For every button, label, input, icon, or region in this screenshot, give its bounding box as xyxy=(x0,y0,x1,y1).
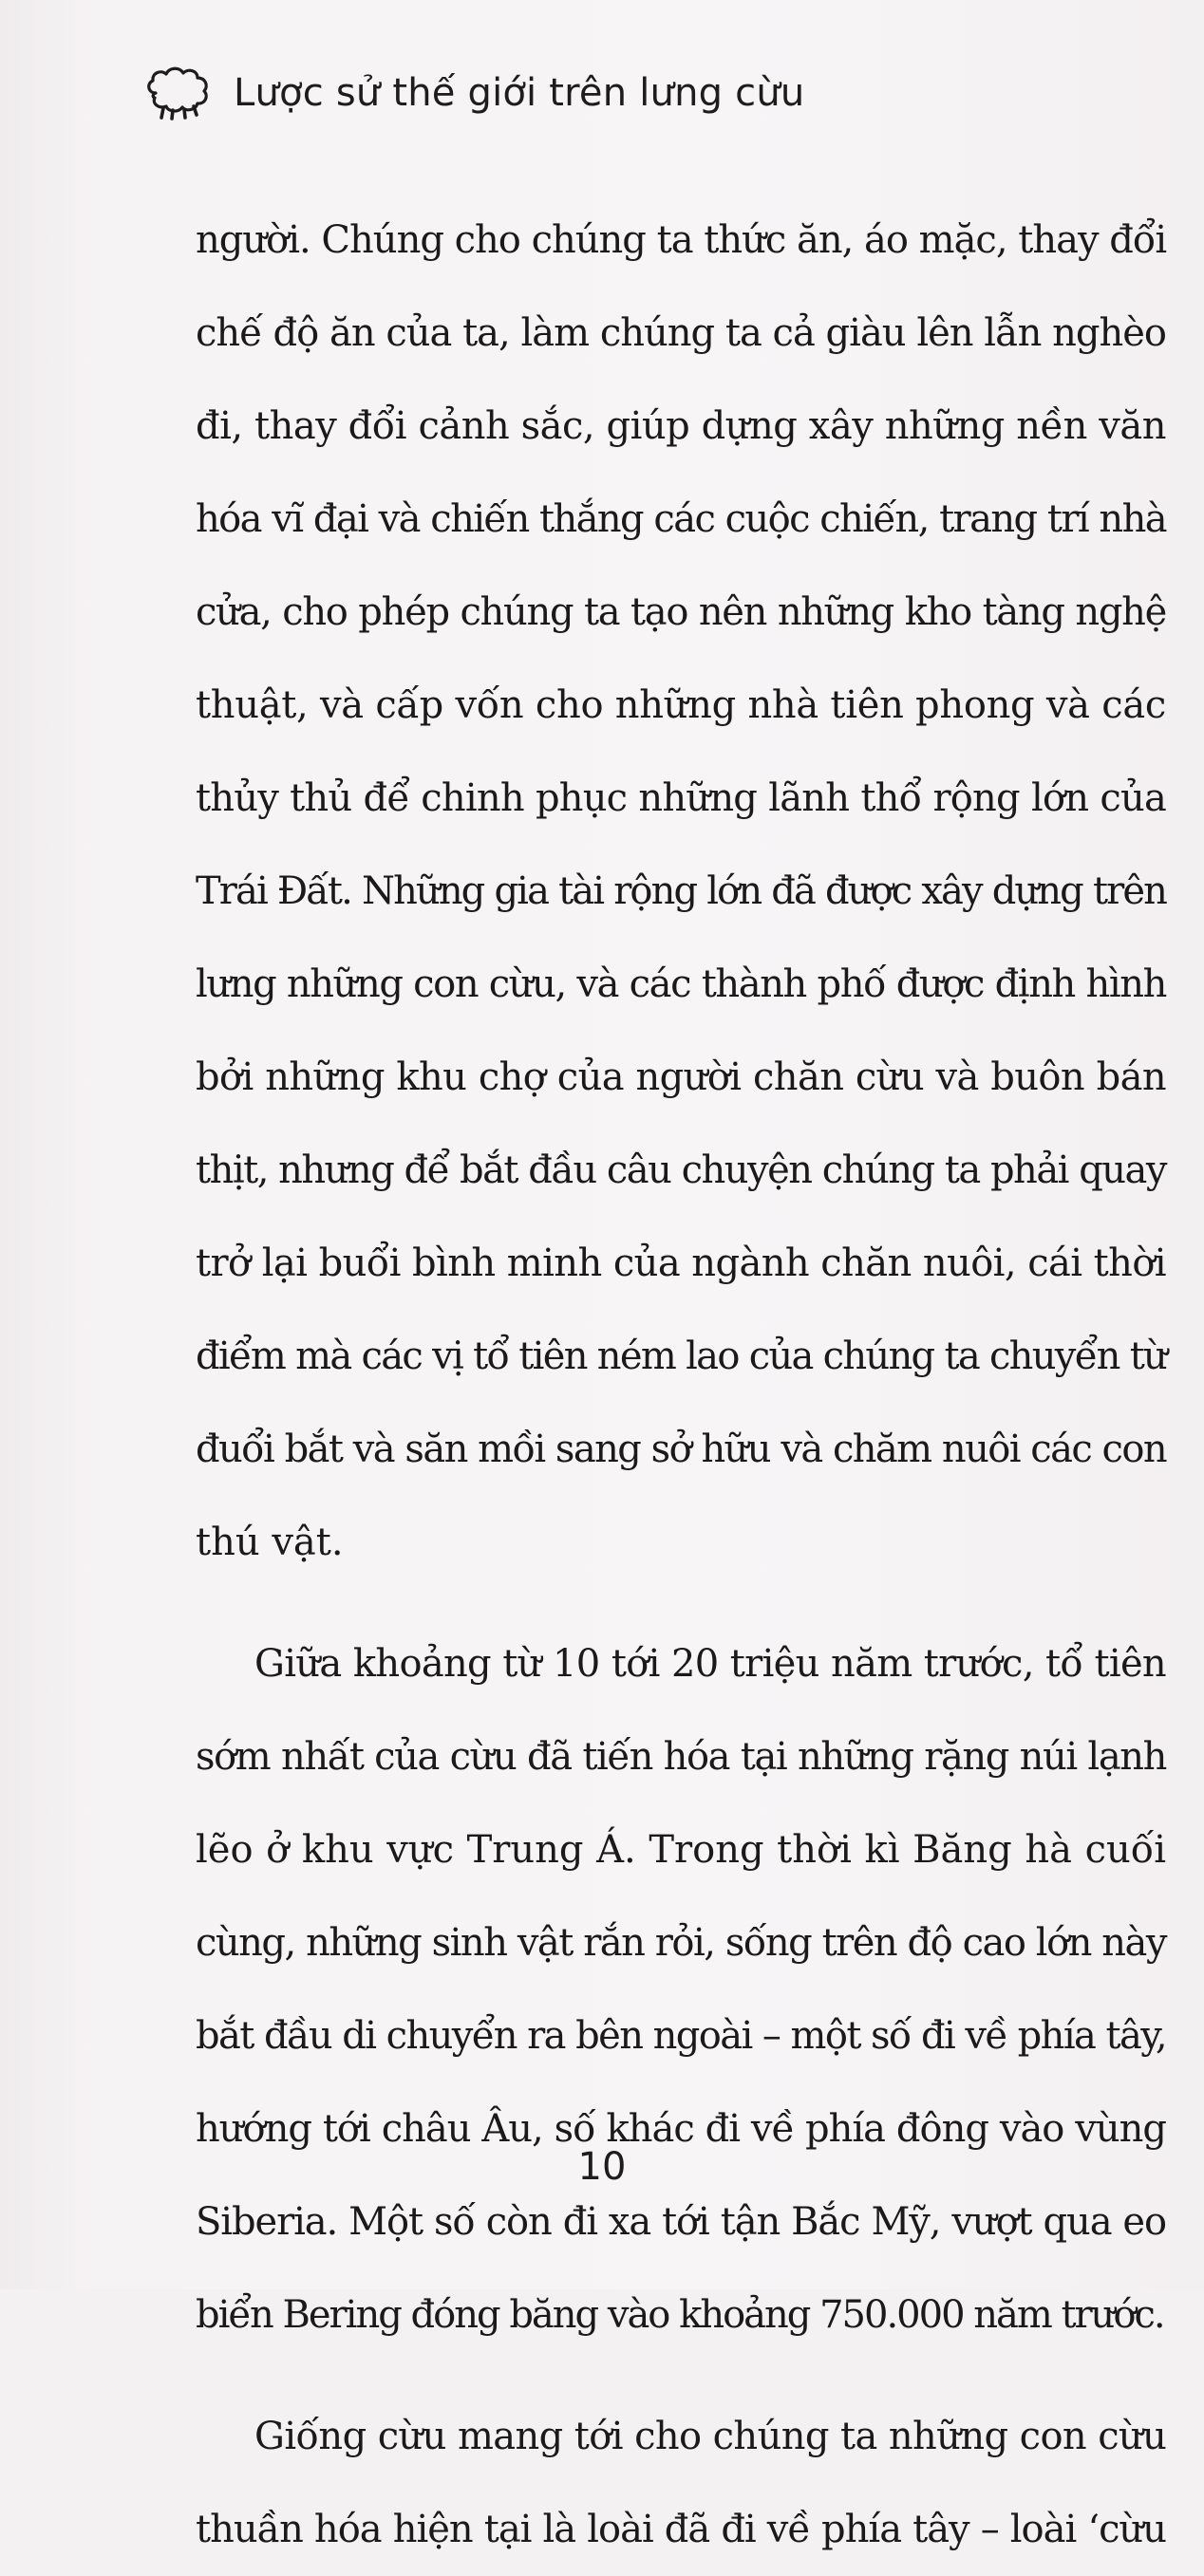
text-line: cửa, cho phép chúng ta tạo nên những kho tàng nghệ xyxy=(196,590,1166,634)
text-line: thuật, và cấp vốn cho những nhà tiên phong và các xyxy=(196,683,1166,727)
text-line: thủy thủ để chinh phục những lãnh thổ rộng lớn của xyxy=(196,776,1166,820)
text-line: sớm nhất của cừu đã tiến hóa tại những rặng núi lạnh xyxy=(196,1735,1166,1779)
text-line: điểm mà các vị tổ tiên ném lao của chúng ta chuyển từ xyxy=(196,1335,1167,1378)
running-header-title: Lược sử thế giới trên lưng cừu xyxy=(234,71,805,115)
text-line: cùng, những sinh vật rắn rỏi, sống trên độ cao lớn này xyxy=(196,1921,1166,1965)
text-line: biển Bering đóng băng vào khoảng 750.000 năm trước. xyxy=(196,2293,1164,2337)
text-line: trở lại buổi bình minh của ngành chăn nuôi, cái thời xyxy=(196,1241,1166,1285)
text-line: thú vật. xyxy=(196,1521,344,1564)
text-line: chế độ ăn của ta, làm chúng ta cả giàu lên lẫn nghèo xyxy=(196,311,1166,355)
text-line: Trái Đất. Những gia tài rộng lớn đã được xây dựng trên xyxy=(196,869,1166,913)
text-line: bởi những khu chợ của người chăn cừu và buôn bán xyxy=(196,1055,1166,1099)
text-line: bắt đầu di chuyển ra bên ngoài – một số đi về phía tây, xyxy=(196,2014,1166,2058)
paragraph-3 xyxy=(196,2390,1166,2576)
text-line: thịt, nhưng để bắt đầu câu chuyện chúng ta phải quay xyxy=(196,1148,1166,1192)
text-line: Giống cừu mang tới cho chúng ta những con cừu xyxy=(254,2415,1167,2458)
text-line: lưng những con cừu, và các thành phố được định hình xyxy=(196,962,1166,1006)
text-line: đi, thay đổi cảnh sắc, giúp dựng xây những nền văn xyxy=(196,404,1166,448)
text-line: hướng tới châu Âu, số khác đi về phía đông vào vùng xyxy=(196,2107,1166,2151)
page-number: 10 xyxy=(577,2145,627,2189)
text-line: Siberia. Một số còn đi xa tới tận Bắc Mỹ, vượt qua eo xyxy=(196,2200,1166,2244)
text-line: người. Chúng cho chúng ta thức ăn, áo mặc, thay đổi xyxy=(196,218,1167,262)
text-line: Giữa khoảng từ 10 tới 20 triệu năm trước, tổ tiên xyxy=(254,1642,1166,1686)
body-text xyxy=(196,194,1166,2576)
paragraph-2 xyxy=(196,1617,1166,2361)
text-line: thuần hóa hiện tại là loài đã đi về phía tây – loài ‘cừu xyxy=(196,2508,1166,2551)
text-line: lẽo ở khu vực Trung Á. Trong thời kì Băng hà cuối xyxy=(196,1828,1166,1872)
text-line: đuổi bắt và săn mồi sang sở hữu và chăm nuôi các con xyxy=(196,1428,1166,1471)
text-line: hóa vĩ đại và chiến thắng các cuộc chiến, trang trí nhà xyxy=(196,497,1166,541)
paragraph-1 xyxy=(196,194,1166,1589)
running-header xyxy=(142,55,804,131)
sheep-icon xyxy=(142,65,213,121)
